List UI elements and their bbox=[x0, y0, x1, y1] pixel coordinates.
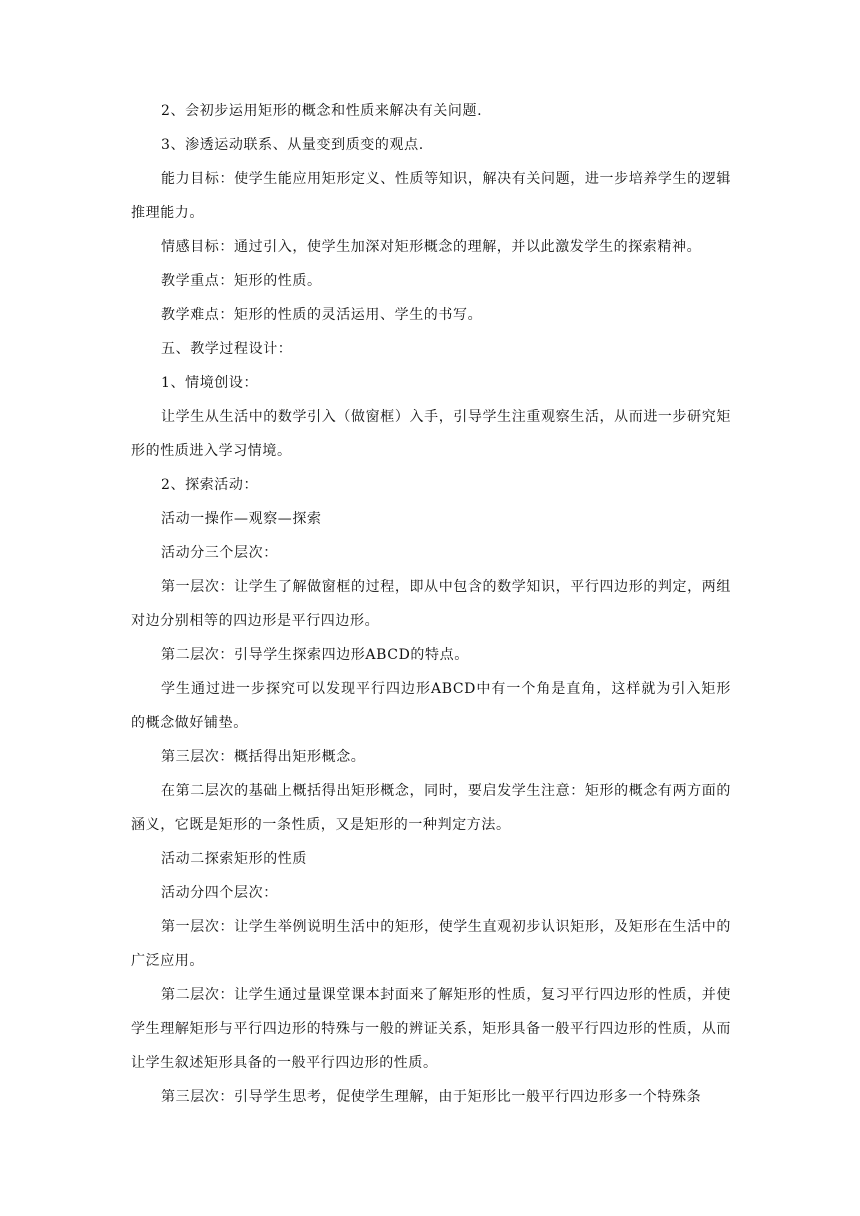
document-page bbox=[131, 94, 731, 1114]
paragraph-activity-2-level-1: 第一层次：让学生举例说明生活中的矩形，使学生直观初步认识矩形，及矩形在生活中的广泛应用。 bbox=[131, 919, 731, 969]
paragraph-activity-1-discovery: 学生通过进一步探究可以发现平行四边形ABCD中有一个角是直角，这样就为引入矩形的概念做好铺垫。 bbox=[131, 681, 731, 731]
heading-activity-1: 活动一操作—观察—探索 bbox=[161, 511, 322, 527]
paragraph-activity-1-level-3: 第三层次：概括得出矩形概念。 bbox=[161, 749, 366, 765]
paragraph-key-point: 教学重点：矩形的性质。 bbox=[161, 273, 322, 289]
paragraph-situation: 让学生从生活中的数学引入（做窗框）入手，引导学生注重观察生活，从而进一步研究矩形的性质进入学习情境。 bbox=[131, 409, 731, 459]
paragraph-objective-3: 3、渗透运动联系、从量变到质变的观点. bbox=[161, 137, 424, 153]
paragraph-ability-goal: 能力目标：使学生能应用矩形定义、性质等知识，解决有关问题，进一步培养学生的逻辑推理能力。 bbox=[131, 171, 731, 221]
paragraph-activity-2-levels: 活动分四个层次： bbox=[161, 885, 278, 901]
heading-activity-2: 活动二探索矩形的性质 bbox=[161, 851, 307, 867]
paragraph-objective-2: 2、会初步运用矩形的概念和性质来解决有关问题. bbox=[161, 103, 483, 119]
paragraph-activity-1-levels: 活动分三个层次： bbox=[161, 545, 278, 561]
paragraph-activity-1-summary: 在第二层次的基础上概括得出矩形概念，同时，要启发学生注意：矩形的概念有两方面的涵义，它既是矩形的一条性质，又是矩形的一种判定方法。 bbox=[131, 783, 731, 833]
heading-situation: 1、情境创设： bbox=[161, 375, 259, 391]
paragraph-emotion-goal: 情感目标：通过引入，使学生加深对矩形概念的理解，并以此激发学生的探索精神。 bbox=[161, 239, 702, 255]
paragraph-activity-1-level-2: 第二层次：引导学生探索四边形ABCD的特点。 bbox=[161, 647, 469, 663]
paragraph-activity-2-level-3: 第三层次：引导学生思考，促使学生理解，由于矩形比一般平行四边形多一个特殊条 bbox=[161, 1089, 702, 1105]
heading-teaching-process: 五、教学过程设计： bbox=[161, 341, 293, 357]
paragraph-activity-2-level-2: 第二层次：让学生通过量课堂课本封面来了解矩形的性质，复习平行四边形的性质，并使学生理解矩形与平行四边形的特殊与一般的辨证关系，矩形具备一般平行四边形的性质，从而让学生叙述矩形具备的一般平行四边形的性质。 bbox=[131, 987, 731, 1071]
paragraph-difficult-point: 教学难点：矩形的性质的灵活运用、学生的书写。 bbox=[161, 307, 483, 323]
heading-exploration: 2、探索活动： bbox=[161, 477, 259, 493]
paragraph-activity-1-level-1: 第一层次：让学生了解做窗框的过程，即从中包含的数学知识，平行四边形的判定，两组对边分别相等的四边形是平行四边形。 bbox=[131, 579, 731, 629]
